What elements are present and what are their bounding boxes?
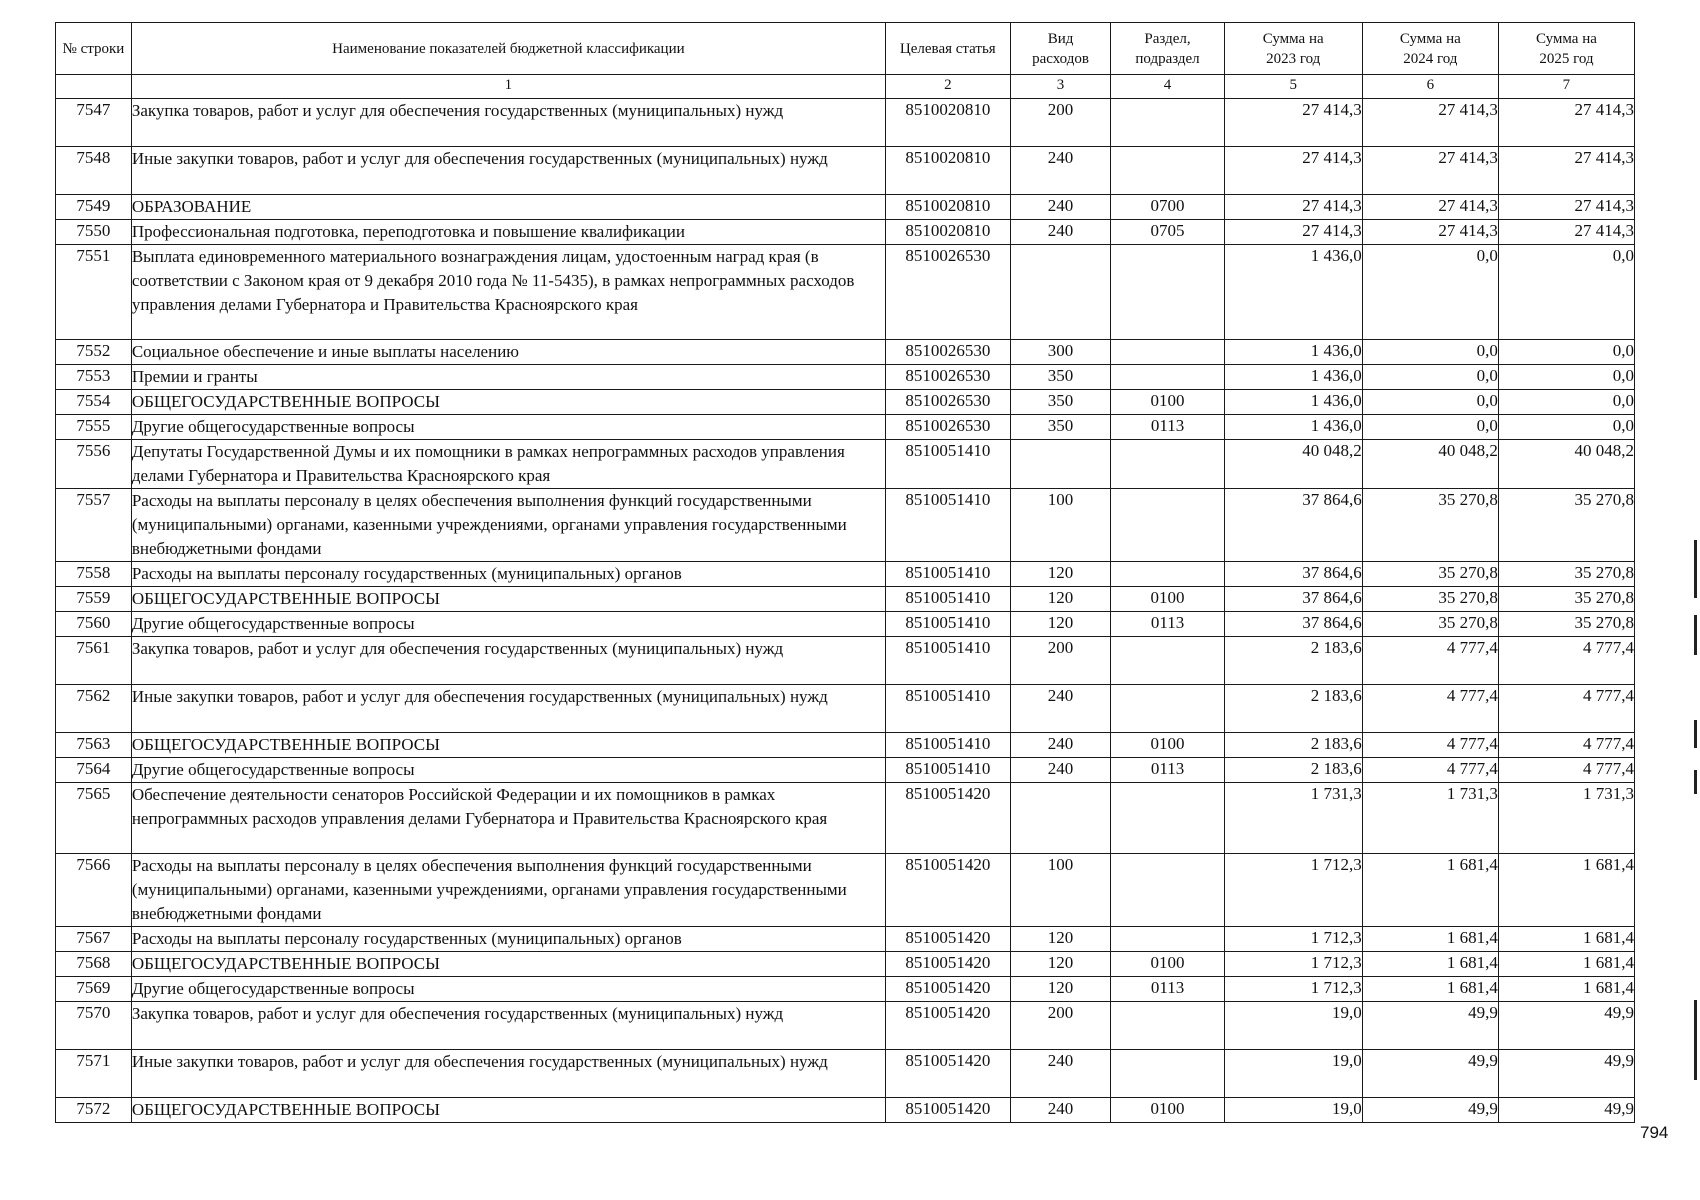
section-code [1111, 637, 1224, 685]
expense-kind [1010, 440, 1111, 489]
sum-2025: 0,0 [1498, 390, 1634, 415]
column-number: 2 [886, 75, 1011, 99]
row-number: 7557 [56, 489, 132, 562]
sum-2024: 0,0 [1362, 340, 1498, 365]
indicator-name: ОБЩЕГОСУДАРСТВЕННЫЕ ВОПРОСЫ [131, 952, 885, 977]
target-article: 8510026530 [886, 340, 1011, 365]
target-article: 8510026530 [886, 415, 1011, 440]
scan-edge-mark [1694, 720, 1697, 748]
indicator-name: Другие общегосударственные вопросы [131, 415, 885, 440]
section-code: 0113 [1111, 612, 1224, 637]
indicator-name: Расходы на выплаты персоналу в целях обеспечения выполнения функций государственными (муниципальными) органами, казенными учреждениями, органами управления государственными внебюджетными фондами [131, 854, 885, 927]
expense-kind: 240 [1010, 1050, 1111, 1098]
row-number: 7551 [56, 245, 132, 340]
header-row [56, 23, 1635, 75]
section-code: 0100 [1111, 1098, 1224, 1123]
table-row [56, 1002, 1635, 1050]
section-code: 0100 [1111, 587, 1224, 612]
table-row [56, 365, 1635, 390]
column-number: 3 [1010, 75, 1111, 99]
column-number: 5 [1224, 75, 1362, 99]
sum-2025: 40 048,2 [1498, 440, 1634, 489]
sum-2023: 27 414,3 [1224, 147, 1362, 195]
section-code [1111, 927, 1224, 952]
indicator-name: Другие общегосударственные вопросы [131, 758, 885, 783]
section-code: 0113 [1111, 415, 1224, 440]
expense-kind: 240 [1010, 195, 1111, 220]
sum-2025: 1 681,4 [1498, 977, 1634, 1002]
table-row [56, 783, 1635, 854]
header-row-number: № строки [56, 23, 132, 75]
sum-2023: 19,0 [1224, 1002, 1362, 1050]
header-expense-kind: Вид расходов [1010, 23, 1111, 75]
section-code [1111, 783, 1224, 854]
row-number: 7552 [56, 340, 132, 365]
sum-2023: 1 731,3 [1224, 783, 1362, 854]
expense-kind: 300 [1010, 340, 1111, 365]
table-row [56, 758, 1635, 783]
row-number: 7550 [56, 220, 132, 245]
target-article: 8510051420 [886, 783, 1011, 854]
expense-kind [1010, 245, 1111, 340]
expense-kind: 100 [1010, 854, 1111, 927]
expense-kind: 240 [1010, 733, 1111, 758]
sum-2025: 1 731,3 [1498, 783, 1634, 854]
row-number: 7565 [56, 783, 132, 854]
sum-2023: 37 864,6 [1224, 489, 1362, 562]
row-number: 7563 [56, 733, 132, 758]
page-number: 794 [1640, 1123, 1669, 1142]
expense-kind: 240 [1010, 1098, 1111, 1123]
sum-2025: 35 270,8 [1498, 562, 1634, 587]
sum-2023: 1 712,3 [1224, 977, 1362, 1002]
scan-edge-mark [1694, 540, 1697, 598]
row-number: 7568 [56, 952, 132, 977]
table-row [56, 612, 1635, 637]
sum-2024: 27 414,3 [1362, 220, 1498, 245]
scan-edge-mark [1694, 615, 1697, 655]
sum-2024: 35 270,8 [1362, 612, 1498, 637]
sum-2025: 27 414,3 [1498, 147, 1634, 195]
table-row [56, 147, 1635, 195]
scan-edge-mark [1694, 770, 1697, 794]
row-number: 7572 [56, 1098, 132, 1123]
expense-kind: 200 [1010, 99, 1111, 147]
table-body [56, 99, 1635, 1123]
sum-2024: 0,0 [1362, 245, 1498, 340]
expense-kind: 240 [1010, 758, 1111, 783]
section-code [1111, 489, 1224, 562]
sum-2024: 35 270,8 [1362, 587, 1498, 612]
section-code [1111, 854, 1224, 927]
target-article: 8510051410 [886, 562, 1011, 587]
indicator-name: Закупка товаров, работ и услуг для обеспечения государственных (муниципальных) нужд [131, 637, 885, 685]
sum-2025: 0,0 [1498, 245, 1634, 340]
row-number: 7567 [56, 927, 132, 952]
row-number: 7570 [56, 1002, 132, 1050]
sum-2024: 4 777,4 [1362, 685, 1498, 733]
target-article: 8510051410 [886, 587, 1011, 612]
sum-2024: 1 681,4 [1362, 854, 1498, 927]
table-row [56, 952, 1635, 977]
sum-2023: 40 048,2 [1224, 440, 1362, 489]
target-article: 8510051410 [886, 440, 1011, 489]
table-row [56, 637, 1635, 685]
sum-2025: 1 681,4 [1498, 854, 1634, 927]
target-article: 8510051410 [886, 489, 1011, 562]
sum-2024: 49,9 [1362, 1050, 1498, 1098]
target-article: 8510051420 [886, 854, 1011, 927]
sum-2025: 4 777,4 [1498, 637, 1634, 685]
indicator-name: Социальное обеспечение и иные выплаты населению [131, 340, 885, 365]
section-code: 0100 [1111, 952, 1224, 977]
target-article: 8510051410 [886, 758, 1011, 783]
column-number: 7 [1498, 75, 1634, 99]
row-number: 7562 [56, 685, 132, 733]
header-section: Раздел, подраздел [1111, 23, 1224, 75]
target-article: 8510020810 [886, 147, 1011, 195]
row-number: 7559 [56, 587, 132, 612]
sum-2024: 0,0 [1362, 415, 1498, 440]
sum-2025: 4 777,4 [1498, 733, 1634, 758]
sum-2025: 1 681,4 [1498, 927, 1634, 952]
expense-kind: 120 [1010, 587, 1111, 612]
sum-2025: 35 270,8 [1498, 489, 1634, 562]
expense-kind: 240 [1010, 685, 1111, 733]
expense-kind: 350 [1010, 415, 1111, 440]
row-number: 7569 [56, 977, 132, 1002]
target-article: 8510051420 [886, 1002, 1011, 1050]
expense-kind: 120 [1010, 977, 1111, 1002]
indicator-name: Иные закупки товаров, работ и услуг для обеспечения государственных (муниципальных) нужд [131, 685, 885, 733]
row-number: 7571 [56, 1050, 132, 1098]
indicator-name: Расходы на выплаты персоналу государственных (муниципальных) органов [131, 562, 885, 587]
row-number: 7549 [56, 195, 132, 220]
section-code [1111, 99, 1224, 147]
sum-2023: 37 864,6 [1224, 587, 1362, 612]
sum-2025: 1 681,4 [1498, 952, 1634, 977]
table-row [56, 927, 1635, 952]
indicator-name: ОБРАЗОВАНИЕ [131, 195, 885, 220]
section-code: 0100 [1111, 733, 1224, 758]
row-number: 7556 [56, 440, 132, 489]
sum-2024: 27 414,3 [1362, 195, 1498, 220]
sum-2024: 0,0 [1362, 390, 1498, 415]
expense-kind: 240 [1010, 147, 1111, 195]
expense-kind: 120 [1010, 927, 1111, 952]
indicator-name: Закупка товаров, работ и услуг для обеспечения государственных (муниципальных) нужд [131, 1002, 885, 1050]
sum-2023: 2 183,6 [1224, 685, 1362, 733]
table-row [56, 195, 1635, 220]
sum-2023: 1 712,3 [1224, 952, 1362, 977]
sum-2023: 1 712,3 [1224, 854, 1362, 927]
indicator-name: Иные закупки товаров, работ и услуг для обеспечения государственных (муниципальных) нужд [131, 1050, 885, 1098]
sum-2025: 4 777,4 [1498, 758, 1634, 783]
indicator-name: ОБЩЕГОСУДАРСТВЕННЫЕ ВОПРОСЫ [131, 1098, 885, 1123]
expense-kind: 100 [1010, 489, 1111, 562]
table-row [56, 977, 1635, 1002]
sum-2025: 4 777,4 [1498, 685, 1634, 733]
sum-2025: 35 270,8 [1498, 612, 1634, 637]
table-row [56, 733, 1635, 758]
table-row [56, 562, 1635, 587]
table-row [56, 854, 1635, 927]
sum-2024: 1 681,4 [1362, 977, 1498, 1002]
sum-2024: 35 270,8 [1362, 489, 1498, 562]
sum-2024: 1 681,4 [1362, 927, 1498, 952]
sum-2023: 2 183,6 [1224, 637, 1362, 685]
header-target-article: Целевая статья [886, 23, 1011, 75]
section-code: 0700 [1111, 195, 1224, 220]
header-sum-2024: Сумма на 2024 год [1362, 23, 1498, 75]
table-row [56, 587, 1635, 612]
indicator-name: Иные закупки товаров, работ и услуг для обеспечения государственных (муниципальных) нужд [131, 147, 885, 195]
section-code [1111, 562, 1224, 587]
indicator-name: ОБЩЕГОСУДАРСТВЕННЫЕ ВОПРОСЫ [131, 390, 885, 415]
column-number: 6 [1362, 75, 1498, 99]
table-row [56, 415, 1635, 440]
table-row [56, 220, 1635, 245]
target-article: 8510051420 [886, 1050, 1011, 1098]
expense-kind: 200 [1010, 637, 1111, 685]
expense-kind: 350 [1010, 365, 1111, 390]
sum-2023: 2 183,6 [1224, 733, 1362, 758]
section-code: 0113 [1111, 758, 1224, 783]
sum-2023: 37 864,6 [1224, 562, 1362, 587]
section-code [1111, 245, 1224, 340]
table-row [56, 440, 1635, 489]
expense-kind: 350 [1010, 390, 1111, 415]
indicator-name: ОБЩЕГОСУДАРСТВЕННЫЕ ВОПРОСЫ [131, 733, 885, 758]
target-article: 8510051410 [886, 733, 1011, 758]
sum-2024: 40 048,2 [1362, 440, 1498, 489]
sum-2023: 27 414,3 [1224, 195, 1362, 220]
section-code [1111, 147, 1224, 195]
expense-kind: 200 [1010, 1002, 1111, 1050]
row-number: 7553 [56, 365, 132, 390]
expense-kind [1010, 783, 1111, 854]
sum-2023: 1 436,0 [1224, 340, 1362, 365]
budget-table [55, 22, 1635, 1123]
sum-2025: 49,9 [1498, 1098, 1634, 1123]
expense-kind: 120 [1010, 952, 1111, 977]
sum-2025: 49,9 [1498, 1002, 1634, 1050]
expense-kind: 120 [1010, 562, 1111, 587]
sum-2023: 1 436,0 [1224, 365, 1362, 390]
target-article: 8510051410 [886, 637, 1011, 685]
indicator-name: Закупка товаров, работ и услуг для обеспечения государственных (муниципальных) нужд [131, 99, 885, 147]
header-sum-2023: Сумма на 2023 год [1224, 23, 1362, 75]
target-article: 8510020810 [886, 99, 1011, 147]
sum-2025: 35 270,8 [1498, 587, 1634, 612]
row-number: 7560 [56, 612, 132, 637]
target-article: 8510026530 [886, 390, 1011, 415]
table-row [56, 390, 1635, 415]
sum-2023: 27 414,3 [1224, 99, 1362, 147]
expense-kind: 240 [1010, 220, 1111, 245]
row-number: 7547 [56, 99, 132, 147]
table-row [56, 1098, 1635, 1123]
expense-kind: 120 [1010, 612, 1111, 637]
sum-2024: 35 270,8 [1362, 562, 1498, 587]
sum-2024: 27 414,3 [1362, 99, 1498, 147]
sum-2024: 27 414,3 [1362, 147, 1498, 195]
target-article: 8510051420 [886, 927, 1011, 952]
sum-2023: 1 436,0 [1224, 245, 1362, 340]
section-code [1111, 685, 1224, 733]
table-row [56, 489, 1635, 562]
sum-2025: 0,0 [1498, 365, 1634, 390]
sum-2023: 37 864,6 [1224, 612, 1362, 637]
indicator-name: Премии и гранты [131, 365, 885, 390]
section-code [1111, 440, 1224, 489]
column-number-row [56, 75, 1635, 99]
sum-2023: 19,0 [1224, 1050, 1362, 1098]
target-article: 8510051420 [886, 1098, 1011, 1123]
section-code: 0113 [1111, 977, 1224, 1002]
indicator-name: Расходы на выплаты персоналу государственных (муниципальных) органов [131, 927, 885, 952]
row-number: 7558 [56, 562, 132, 587]
section-code [1111, 1002, 1224, 1050]
sum-2024: 1 731,3 [1362, 783, 1498, 854]
row-number: 7555 [56, 415, 132, 440]
target-article: 8510026530 [886, 245, 1011, 340]
sum-2023: 27 414,3 [1224, 220, 1362, 245]
sum-2024: 49,9 [1362, 1002, 1498, 1050]
row-number: 7566 [56, 854, 132, 927]
row-number: 7561 [56, 637, 132, 685]
sum-2024: 0,0 [1362, 365, 1498, 390]
indicator-name: Расходы на выплаты персоналу в целях обеспечения выполнения функций государственными (муниципальными) органами, казенными учреждениями, органами управления государственными внебюджетными фондами [131, 489, 885, 562]
budget-sheet [55, 22, 1635, 1123]
sum-2025: 49,9 [1498, 1050, 1634, 1098]
sum-2024: 4 777,4 [1362, 758, 1498, 783]
sum-2023: 1 436,0 [1224, 415, 1362, 440]
target-article: 8510020810 [886, 220, 1011, 245]
sum-2024: 1 681,4 [1362, 952, 1498, 977]
table-row [56, 340, 1635, 365]
sum-2025: 0,0 [1498, 415, 1634, 440]
target-article: 8510051410 [886, 612, 1011, 637]
target-article: 8510051420 [886, 952, 1011, 977]
sum-2023: 1 436,0 [1224, 390, 1362, 415]
sum-2025: 27 414,3 [1498, 99, 1634, 147]
sum-2024: 49,9 [1362, 1098, 1498, 1123]
indicator-name: ОБЩЕГОСУДАРСТВЕННЫЕ ВОПРОСЫ [131, 587, 885, 612]
table-row [56, 685, 1635, 733]
header-sum-2025: Сумма на 2025 год [1498, 23, 1634, 75]
indicator-name: Другие общегосударственные вопросы [131, 612, 885, 637]
section-code [1111, 340, 1224, 365]
indicator-name: Профессиональная подготовка, переподготовка и повышение квалификации [131, 220, 885, 245]
indicator-name: Выплата единовременного материального вознаграждения лицам, удостоенным наград края (в соответствии с Законом края от 9 декабря 2010 года № 11-5435), в рамках непрограммных расходов управления делами Губернатора и Правительства Красноярского края [131, 245, 885, 340]
sum-2025: 27 414,3 [1498, 220, 1634, 245]
section-code: 0705 [1111, 220, 1224, 245]
section-code [1111, 1050, 1224, 1098]
target-article: 8510051420 [886, 977, 1011, 1002]
row-number: 7554 [56, 390, 132, 415]
scan-edge-mark [1694, 1000, 1697, 1080]
column-number [56, 75, 132, 99]
indicator-name: Обеспечение деятельности сенаторов Российской Федерации и их помощников в рамках непрограммных расходов управления делами Губернатора и Правительства Красноярского края [131, 783, 885, 854]
row-number: 7548 [56, 147, 132, 195]
column-number: 4 [1111, 75, 1224, 99]
table-row [56, 1050, 1635, 1098]
indicator-name: Другие общегосударственные вопросы [131, 977, 885, 1002]
sum-2023: 2 183,6 [1224, 758, 1362, 783]
indicator-name: Депутаты Государственной Думы и их помощники в рамках непрограммных расходов управления делами Губернатора и Правительства Красноярского края [131, 440, 885, 489]
table-row [56, 245, 1635, 340]
sum-2023: 1 712,3 [1224, 927, 1362, 952]
sum-2023: 19,0 [1224, 1098, 1362, 1123]
sum-2024: 4 777,4 [1362, 733, 1498, 758]
sum-2025: 27 414,3 [1498, 195, 1634, 220]
target-article: 8510020810 [886, 195, 1011, 220]
section-code: 0100 [1111, 390, 1224, 415]
column-number: 1 [131, 75, 885, 99]
sum-2024: 4 777,4 [1362, 637, 1498, 685]
target-article: 8510026530 [886, 365, 1011, 390]
table-row [56, 99, 1635, 147]
row-number: 7564 [56, 758, 132, 783]
header-name: Наименование показателей бюджетной классификации [131, 23, 885, 75]
section-code [1111, 365, 1224, 390]
sum-2025: 0,0 [1498, 340, 1634, 365]
target-article: 8510051410 [886, 685, 1011, 733]
